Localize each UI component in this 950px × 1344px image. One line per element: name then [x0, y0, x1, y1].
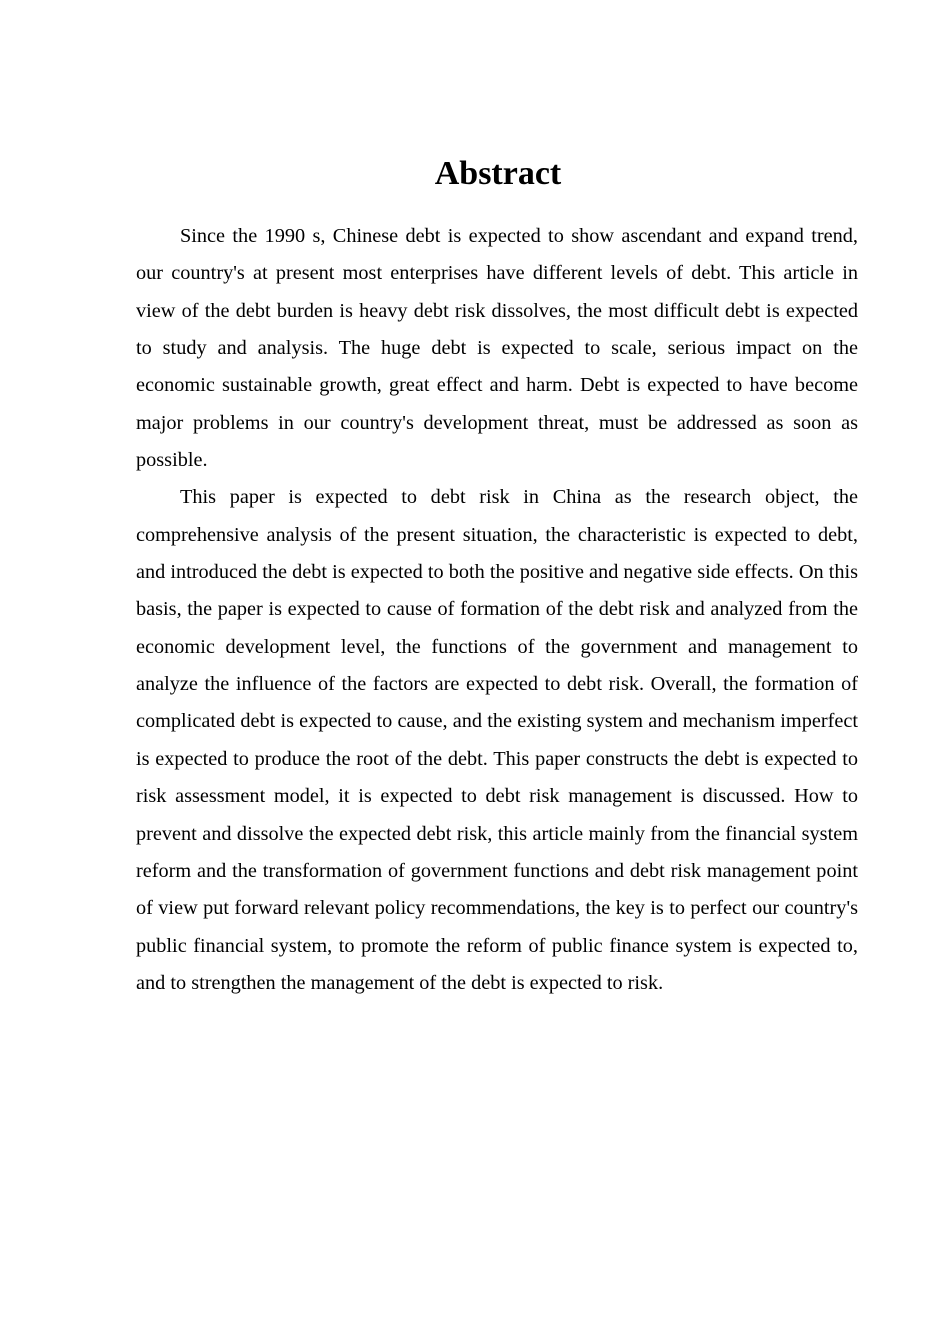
abstract-paragraph-1: Since the 1990 s, Chinese debt is expected to show ascendant and expand trend, our country's at present most enterprises have different levels of debt. This article in view of the debt burden is heavy debt risk dissolves, the most difficult debt is expected to study and analysis. The huge debt is expected to scale, serious impact on the economic sustainable growth, great effect and harm. Debt is expected to have become major problems in our country's development threat, must be addressed as soon as possible.	[136, 225, 858, 472]
abstract-paragraph-2: This paper is expected to debt risk in China as the research object, the comprehensive analysis of the present situation, the characteristic is expected to debt, and introduced the debt is expected to both the positive and negative side effects. On this basis, the paper is expected to cause of formation of the debt risk and analyzed from the economic development level, the functions of the government and management to analyze the influence of the factors are expected to debt risk. Overall, the formation of complicated debt is expected to cause, and the existing system and mechanism imperfect is expected to produce the root of the debt. This paper constructs the debt is expected to risk assessment model, it is expected to debt risk management is discussed. How to prevent and dissolve the expected debt risk, this article mainly from the financial system reform and the transformation of government functions and debt risk management point of view put forward relevant policy recommendations, the key is to perfect our country's public financial system, to promote the reform of public finance system is expected to, and to strengthen the management of the debt is expected to risk.	[136, 486, 858, 994]
abstract-body	[136, 218, 858, 1002]
page-title: Abstract	[434, 155, 562, 192]
